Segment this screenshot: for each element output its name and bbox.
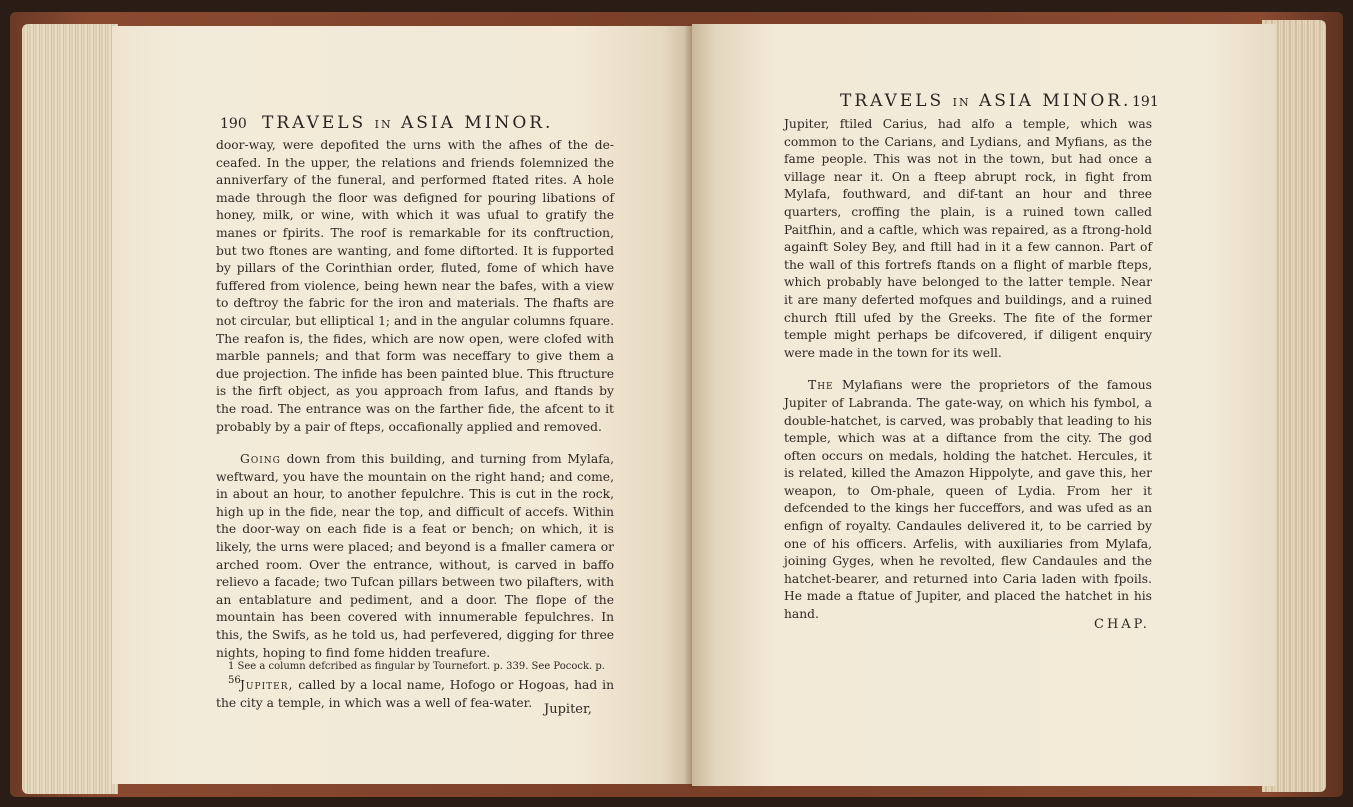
right-paragraph-2-text: Mylafians were the proprietors of the famous Jupiter of Labranda. The gate-way, on which his fymbol, a double-hatchet, is carved, was probably that leading to his temple, which was at a diftance from the city. The god often occurs on medals, holding the hatchet. Hercules, it is related, killed the Amazon Hippolyte, and gave this, her weapon, to Om-phale, queen of Lydia. From her it defcended to the kings her fucceffors, and was ufed as an enfign of royalty. Candaules delivered it, to be carried by one of his officers. Arfelis, with auxiliaries from Mylafa, joining Gyges, when he revolted, flew Candaules and the hatchet-bearer, and returned into Caria laden with fpoils. He made a ftatue of Jupiter, and placed the hatchet in his hand. [784, 378, 1152, 622]
lead-word-going: Going [240, 452, 281, 467]
right-paragraph-2 [784, 377, 1152, 623]
head-word-asia-minor: ASIA MINOR. [979, 91, 1132, 111]
head-word-in: IN [374, 118, 393, 131]
left-page-number: 190 [220, 116, 247, 132]
right-running-head [840, 91, 1131, 111]
head-word-asia-minor: ASIA MINOR. [401, 113, 554, 133]
left-page-edges [22, 24, 118, 794]
head-word-in: IN [952, 96, 971, 109]
left-paragraph-2 [216, 451, 614, 662]
footnote: 1 See a column defcribed as fingular by Tournefort. p. 339. See Pocock. p. 56. [228, 661, 605, 686]
right-page-number: 191 [1132, 94, 1159, 110]
left-page [112, 26, 692, 784]
right-page [692, 24, 1276, 786]
right-catchword: CHAP. [1094, 617, 1150, 632]
left-running-head [262, 113, 553, 133]
left-paragraph-3-text: called by a local name, Hofogo or Hogoas, had in the city a temple, in which was a well of fea-water. [216, 678, 614, 710]
left-paragraph-2-text: down from this building, and turning from Mylafa, weftward, you have the mountain on the right hand; and come, in about an hour, to another fepulchre. This is cut in the rock, high up in the fide, near the top, and difficult of accefs. Within the door-way on each fide is a feat or bench; on which, it is likely, the urns were placed; and beyond is a fmaller camera or arched room. Over the entrance, without, is carved in baffo relievo a facade; two Tufcan pillars between two pilafters, with an entablature and pediment, and a door. The flope of the mountain has been covered with innumerable fepulchres. In this, the Swifs, as he told us, had perfevered, digging for three nights, hoping to find fome hidden treafure. [216, 452, 614, 660]
left-catchword: Jupiter, [544, 702, 592, 717]
head-word-travels: TRAVELS [262, 113, 367, 133]
head-word-travels: TRAVELS [840, 91, 945, 111]
left-page-body [216, 137, 614, 712]
lead-word-the: The [808, 378, 834, 393]
right-paragraph-1: Jupiter, ftiled Carius, had alfo a temple, which was common to the Carians, and Lydians, and Myfians, as the fame people. This was not in the town, but had once a village near it. On a fteep abrupt rock, in fight from Mylafa, fouthward, and dif-tant an hour and three quarters, croffing the plain, is a ruined town called Paitfhin, and a caftle, which was repaired, as a ftrong-hold againft Soley Bey, and ftill had in it a few cannon. Part of the wall of this fortrefs ftands on a flight of marble fteps, which probably have belonged to the latter temple. Near it are many deferted mofques and buildings, and a ruined church ftill ufed by the Greeks. The fite of the former temple might perhaps be difcovered, if diligent enquiry were made in the town for its well. [784, 117, 1152, 360]
left-paragraph-1: door-way, were depofited the urns with the afhes of the de-ceafed. In the upper, the relations and friends folemnized the anniverfary of the funeral, and performed ftated rites. A hole made through the floor was defigned for pouring libations of honey, milk, or wine, with which it was ufual to gratify the manes or fpirits. The roof is remarkable for its conftruction, but two ftones are wanting, and fome diftorted. It is fupported by pillars of the Corinthian order, fluted, fome of which have fuffered from violence, being hewn near the bafes, with a view to deftroy the fabric for the iron and materials. The fhafts are not circular, but elliptical 1; and in the angular columns fquare. The reafon is, the fides, which are now open, were clofed with marble pannels; and that form was neceffary to give them a due projection. The infide has been painted blue. This ftructure is the firft object, as you approach from Iafus, and ftands by the road. The entrance was on the farther fide, the afcent to it probably by a pair of fteps, occafionally applied and removed. [216, 138, 614, 434]
lead-word-jupiter: Jupiter, [240, 678, 294, 693]
right-page-body [784, 116, 1152, 624]
